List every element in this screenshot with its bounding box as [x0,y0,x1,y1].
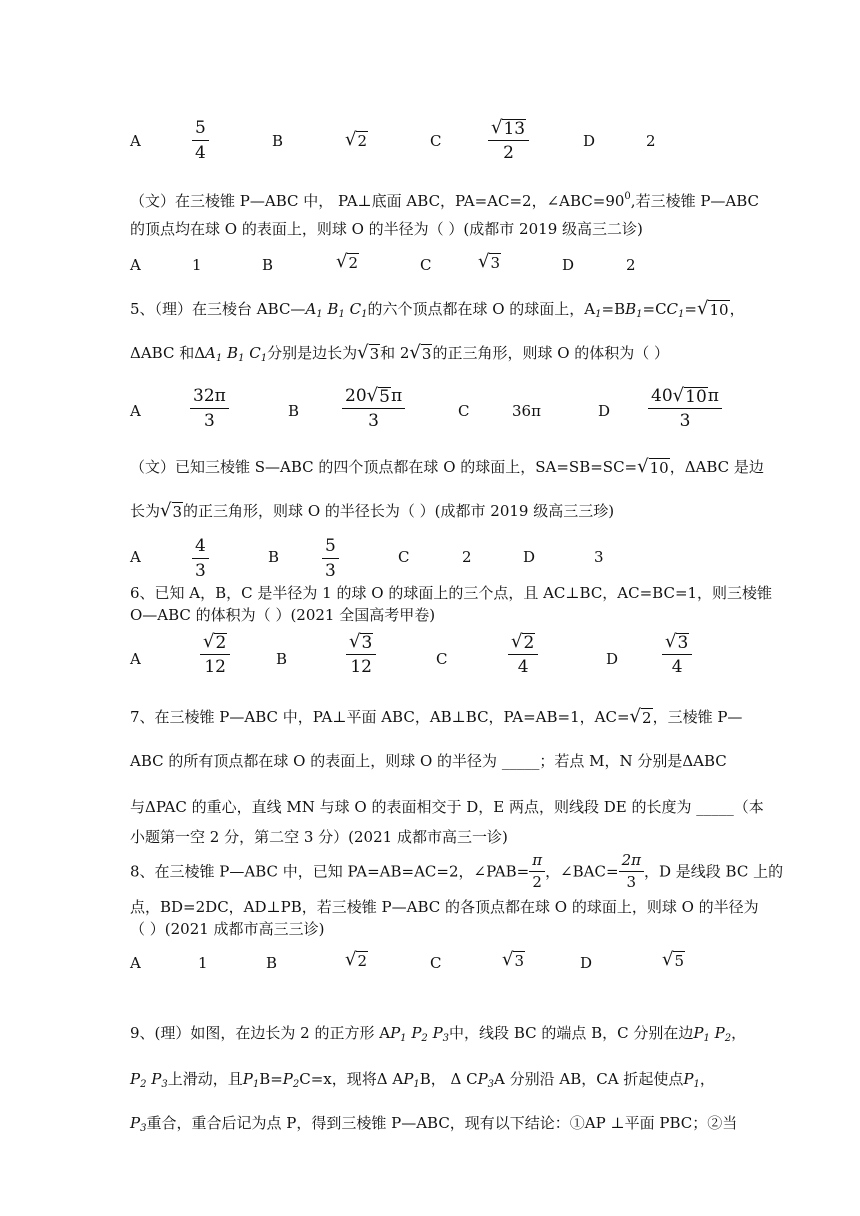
option-b-label: B [272,132,284,150]
option-d-value: 2 [646,132,656,150]
option-c-value: √ 3 [502,949,525,970]
q8-line2: 点，BD=2DC，AD⊥PB，若三棱锥 P—ABC 的各顶点都在球 O 的球面上，则球 O 的半径为 [130,898,759,916]
q8-line1: 8、在三棱锥 P—ABC 中，已知 PA=AB=AC=2，∠PAB= $\frac{\pi}{2}$ ，∠BAC= $\frac{2\pi}{3}$ ，D 是线段 BC 上的 [130,851,784,891]
q5w-options [0,536,860,586]
option-a-label: A [130,650,141,668]
option-d-value: √ 5 [662,949,685,970]
q4w-line1: （文）在三棱锥 P—ABC 中， PA⊥底面 ABC，PA=AC=2，$\angle ABC=90^0$,若三棱锥 P—ABC [130,191,760,210]
option-b-value: √ 2 [345,129,368,150]
option-a-label: A [130,548,141,566]
q9-line1: 9、(理）如图，在边长为 2 的正方形 $AP_1$ $P_2$ $P_3$中，线段 BC 的端点 B，C 分别在边$P_1$ $P_2$， [130,1024,747,1044]
question-prev-options [0,118,860,168]
option-b-label: B [266,954,278,972]
option-a-label: A [130,402,141,420]
option-c-value: 2 [462,548,472,566]
option-c-label: C [436,650,448,668]
q7-line1: 7、在三棱锥 P—ABC 中，PA⊥平面 ABC，AB⊥BC，PA=AB=1，AC= √ 2 ，三棱锥 P— [130,706,743,727]
q9-line2: $P_2$ $P_3$上滑动，且$P_1B=P_2C=x$，现将Δ $AP_1B$， Δ $CP_3A$ 分别沿 AB，CA 折起使点$P_1$， [130,1070,715,1090]
q6-line1: 6、已知 A，B，C 是半径为 1 的球 O 的球面上的三个点，且 AC⊥BC，AC=BC=1，则三棱锥 [130,584,773,602]
q9-line3: $P_3$重合，重合后记为点 P，得到三棱锥 P—ABC，现有以下结论：①AP ⊥平面 PBC；②当 [130,1114,738,1134]
q7-line3: 与ΔPAC 的重心，直线 MN 与球 O 的表面相交于 D，E 两点，则线段 DE 的长度为 _____（本 [130,798,764,816]
option-c-value: 36π [512,402,541,420]
option-a-fraction: $\frac{5}{4}$ [192,118,209,163]
option-a-label: A [130,256,141,274]
option-c-fraction: √ 13 2 [488,118,529,163]
q5-line2: ΔABC 和$\Delta A_1$ $B_1$ $C_1$分别是边长为 √ 3 和 2 √ 3 的正三角形，则球 O 的体积为（ ） [130,342,670,364]
option-c-label: C [430,954,442,972]
option-b-label: B [276,650,288,668]
option-d-label: D [580,954,593,972]
q5w-line1: （文）已知三棱锥 S—ABC 的四个顶点都在球 O 的球面上，SA=SB=SC= √ 10 ，ΔABC 是边 [130,456,764,477]
option-d-fraction: 40 √ 10 π 3 [648,386,722,431]
option-b-label: B [288,402,300,420]
option-b-fraction: 20 √ 5 π 3 [342,386,405,431]
option-b-fraction: √ 3 12 [346,632,376,677]
q5-options [0,386,860,436]
option-d-label: D [562,256,575,274]
option-c-label: C [458,402,470,420]
q8-line3: （ ）(2021 成都市高三三诊) [130,920,325,938]
option-b-fraction: $\frac{5}{3}$ [322,536,339,581]
option-c-value: √ 3 [478,251,501,272]
option-b-label: B [268,548,280,566]
option-a-fraction: $\frac{4}{3}$ [192,536,209,581]
option-d-fraction: √ 3 4 [662,632,692,677]
option-a-label: A [130,954,141,972]
option-c-label: C [430,132,442,150]
option-a-value: 1 [198,954,208,972]
option-b-label: B [262,256,274,274]
q5-line1: 5、（理）在三棱台 $ABC—A_1$ $B_1$ $C_1$的六个顶点都在球 O 的球面上，$A_1=BB_1=CC_1=$ √ 10 ， [130,298,745,320]
option-b-value: √ 2 [345,949,368,970]
q4w-line2: 的顶点均在球 O 的表面上，则球 O 的半径为（ ）(成都市 2019 级高三二诊) [130,220,643,238]
option-d-label: D [583,132,596,150]
option-d-label: D [598,402,611,420]
q6-line2: O—ABC 的体积为（ ）(2021 全国高考甲卷) [130,606,436,624]
option-a-fraction: √ 2 12 [200,632,230,677]
option-d-label: D [606,650,619,668]
q8-options [0,948,860,998]
option-a-value: 1 [192,256,202,274]
option-d-label: D [523,548,536,566]
option-d-value: 2 [626,256,636,274]
option-c-fraction: √ 2 4 [508,632,538,677]
q5w-line2: 长为 √ 3 的正三角形，则球 O 的半径长为（ ）(成都市 2019 级高三三珍) [130,500,615,521]
q7-line2: ABC 的所有顶点都在球 O 的表面上，则球 O 的半径为 _____；若点 M，N 分别是ΔABC [130,752,727,770]
q4w-options [0,250,860,300]
option-a-fraction: $\frac{32\pi}{3}$ [190,386,229,431]
option-a-label: A [130,132,141,150]
q6-options [0,632,860,682]
option-c-label: C [420,256,432,274]
option-c-label: C [398,548,410,566]
option-b-value: √ 2 [336,251,359,272]
q7-line4: 小题第一空 2 分，第二空 3 分）(2021 成都市高三一诊) [130,828,508,846]
option-d-value: 3 [594,548,604,566]
